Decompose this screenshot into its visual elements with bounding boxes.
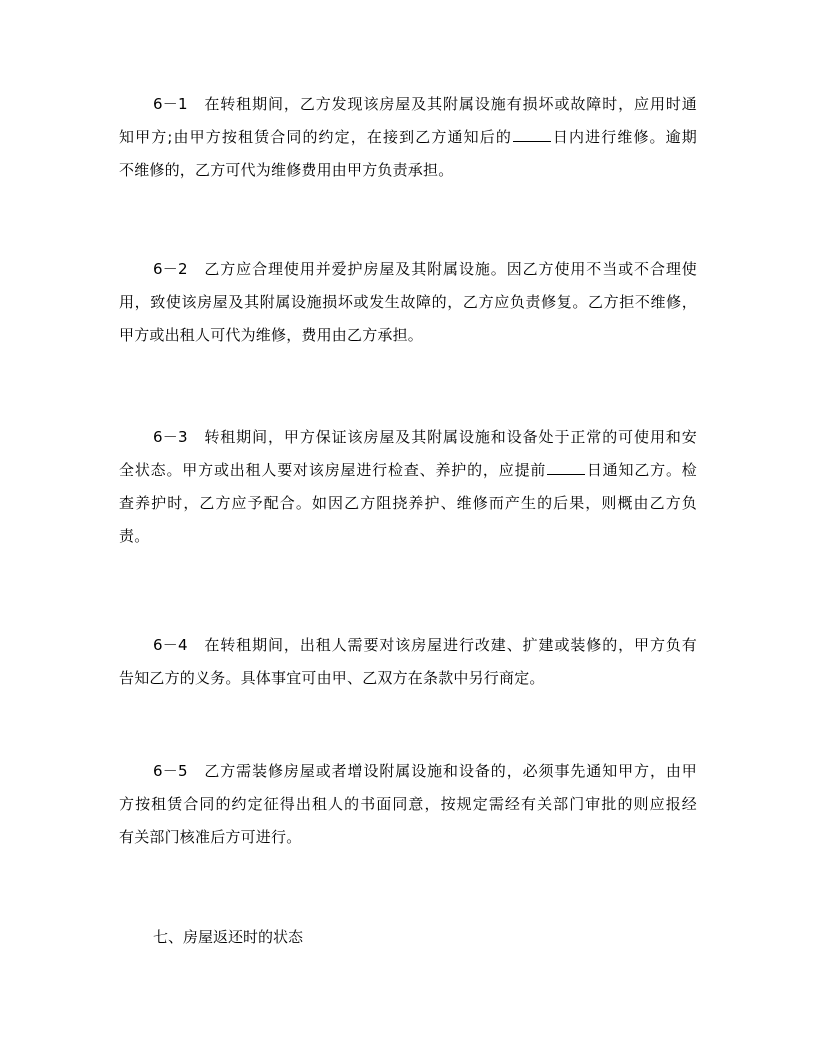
clause-text: 日通知乙方。检 <box>586 461 697 479</box>
clause-line: 有关部门核准后方可进行。 <box>119 828 302 846</box>
clause-line: 责。 <box>119 527 150 545</box>
clause-line: 甲方或出租人可代为维修，费用由乙方承担。 <box>119 326 424 344</box>
clause-line: 查养护时，乙方应予配合。如因乙方阻挠养护、维修而产生的后果，则概由乙方负 <box>119 494 697 512</box>
fill-in-blank <box>547 460 585 475</box>
clause-line <box>119 454 697 487</box>
clause-6-5 <box>119 755 697 854</box>
clause-text: 知甲方;由甲方按租赁合同的约定，在接到乙方通知后的 <box>119 128 512 146</box>
clause-line: 6－1 在转租期间，乙方发现该房屋及其附属设施有损坏或故障时，应用时通 <box>153 95 697 113</box>
clause-text: 全状态。甲方或出租人要对该房屋进行检查、养护的，应提前 <box>119 461 547 479</box>
clause-line: 6－2 乙方应合理使用并爱护房屋及其附属设施。因乙方使用不当或不合理使 <box>153 260 697 278</box>
clause-6-2 <box>119 253 697 352</box>
clause-line: 方按租赁合同的约定征得出租人的书面同意，按规定需经有关部门审批的则应报经 <box>119 795 697 813</box>
clause-6-4 <box>119 629 697 695</box>
clause-line: 告知乙方的义务。具体事宜可由甲、乙双方在条款中另行商定。 <box>119 669 545 687</box>
clause-line: 不维修的，乙方可代为维修费用由甲方负责承担。 <box>119 161 454 179</box>
clause-line: 用，致使该房屋及其附属设施损坏或发生故障的，乙方应负责修复。乙方拒不维修， <box>119 293 697 311</box>
clause-6-1 <box>119 88 697 187</box>
fill-in-blank <box>513 127 551 142</box>
section-heading: 七、房屋返还时的状态 <box>153 928 304 946</box>
clause-line: 6－5 乙方需装修房屋或者增设附属设施和设备的，必须事先通知甲方，由甲 <box>153 762 697 780</box>
clause-6-3 <box>119 421 697 553</box>
clause-line: 6－3 转租期间，甲方保证该房屋及其附属设施和设备处于正常的可使用和安 <box>153 428 697 446</box>
clause-line: 6－4 在转租期间，出租人需要对该房屋进行改建、扩建或装修的，甲方负有 <box>153 636 697 654</box>
clause-line <box>119 121 697 154</box>
clause-text: 日内进行维修。逾期 <box>551 128 697 146</box>
